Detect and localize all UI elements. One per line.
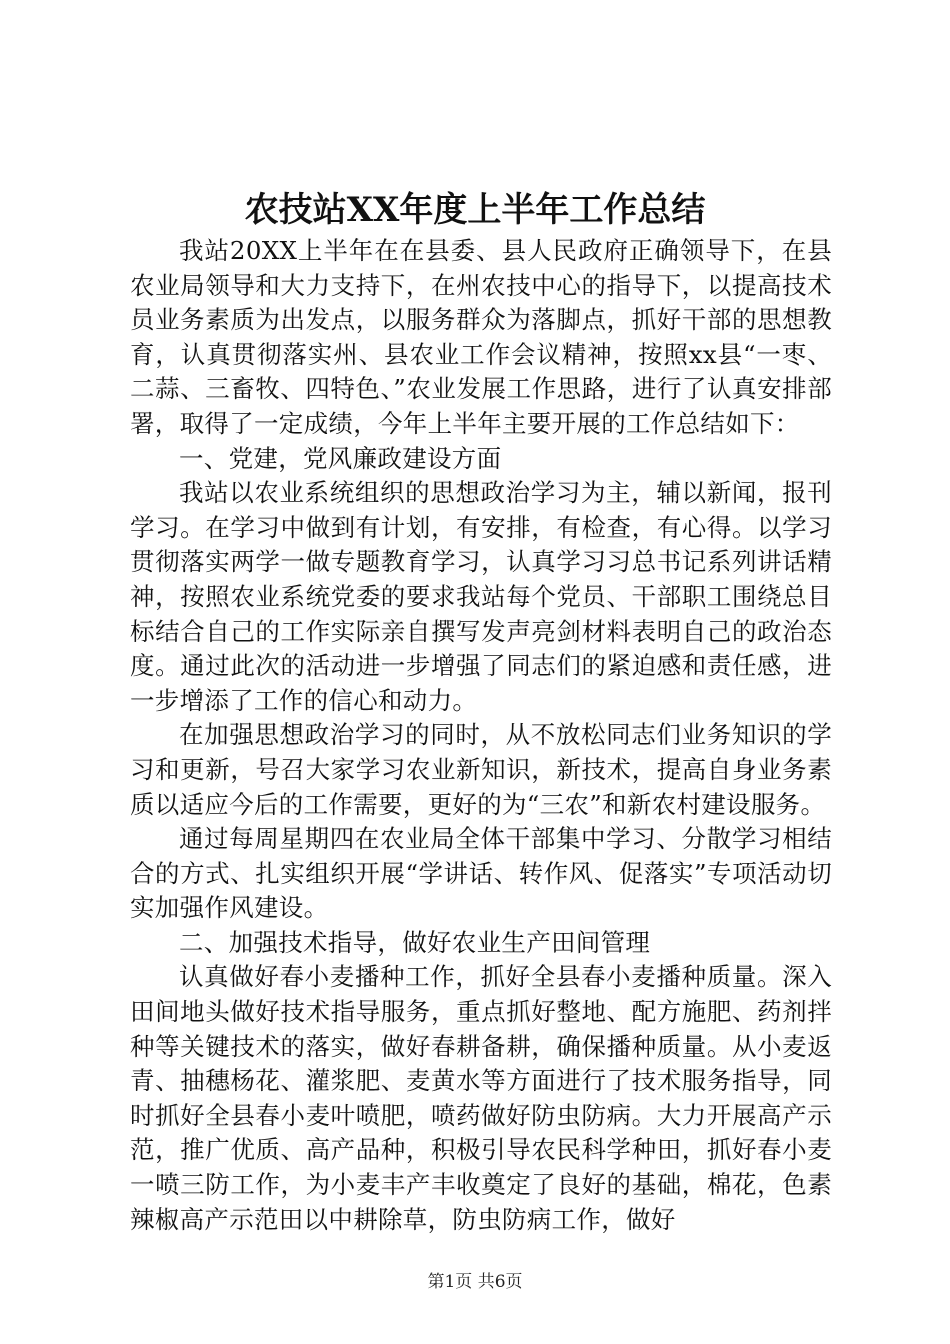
document-body [130,234,832,1237]
section-heading-technical-guidance: 二、加强技术指导，做好农业生产田间管理 [179,927,651,957]
wheat-sowing-paragraph: 认真做好春小麦播种工作，抓好全县春小麦播种质量。深入田间地头做好技术指导服务，重点抓好整地、配方施肥、药剂拌种等关键技术的落实，做好春耕备耕，确保播种质量。从小麦返青、抽穗杨花、灌浆肥、麦黄水等方面进行了技术服务指导，同时抓好全县春小麦叶喷肥，喷药做好防虫防病。大力开展高产示范，推广优质、高产品种，积极引导农民科学种田，抓好春小麦一喷三防工作，为小麦丰产丰收奠定了良好的基础，棉花，色素辣椒高产示范田以中耕除草，防虫防病工作，做好 [130,962,832,1234]
intro-paragraph: 我站20XX上半年在在县委、县人民政府正确领导下，在县农业局领导和大力支持下，在州农技中心的指导下，以提高技术员业务素质为出发点，以服务群众为落脚点，抓好干部的思想教育，认真贯彻落实州、县农业工作会议精神，按照xx县“一枣、二蒜、三畜牧、四特色、”农业发展工作思路，进行了认真安排部署，取得了一定成绩，今年上半年主要开展的工作总结如下： [130,236,832,438]
work-style-paragraph: 通过每周星期四在农业局全体干部集中学习、分散学习相结合的方式、扎实组织开展“学讲话、转作风、促落实”专项活动切实加强作风建设。 [130,824,832,923]
section-heading-party-building: 一、党建，党风廉政建设方面 [179,443,502,473]
page-footer: 第1页 共6页 [427,1272,523,1292]
party-study-paragraph: 我站以农业系统组织的思想政治学习为主，辅以新闻，报刊学习。在学习中做到有计划，有安排，有检查，有心得。以学习贯彻落实两学一做专题教育学习，认真学习习总书记系列讲话精神，按照农业系统党委的要求我站每个党员、干部职工围绕总目标结合自己的工作实际亲自撰写发声亮剑材料表明自己的政治态度。通过此次的活动进一步增强了同志们的紧迫感和责任感，进一步增添了工作的信心和动力。 [130,478,832,715]
business-study-paragraph: 在加强思想政治学习的同时，从不放松同志们业务知识的学习和更新，号召大家学习农业新知识，新技术，提高自身业务素质以适应今后的工作需要，更好的为“三农”和新农村建设服务。 [130,720,832,819]
document-title: 农技站XX年度上半年工作总结 [244,190,706,230]
